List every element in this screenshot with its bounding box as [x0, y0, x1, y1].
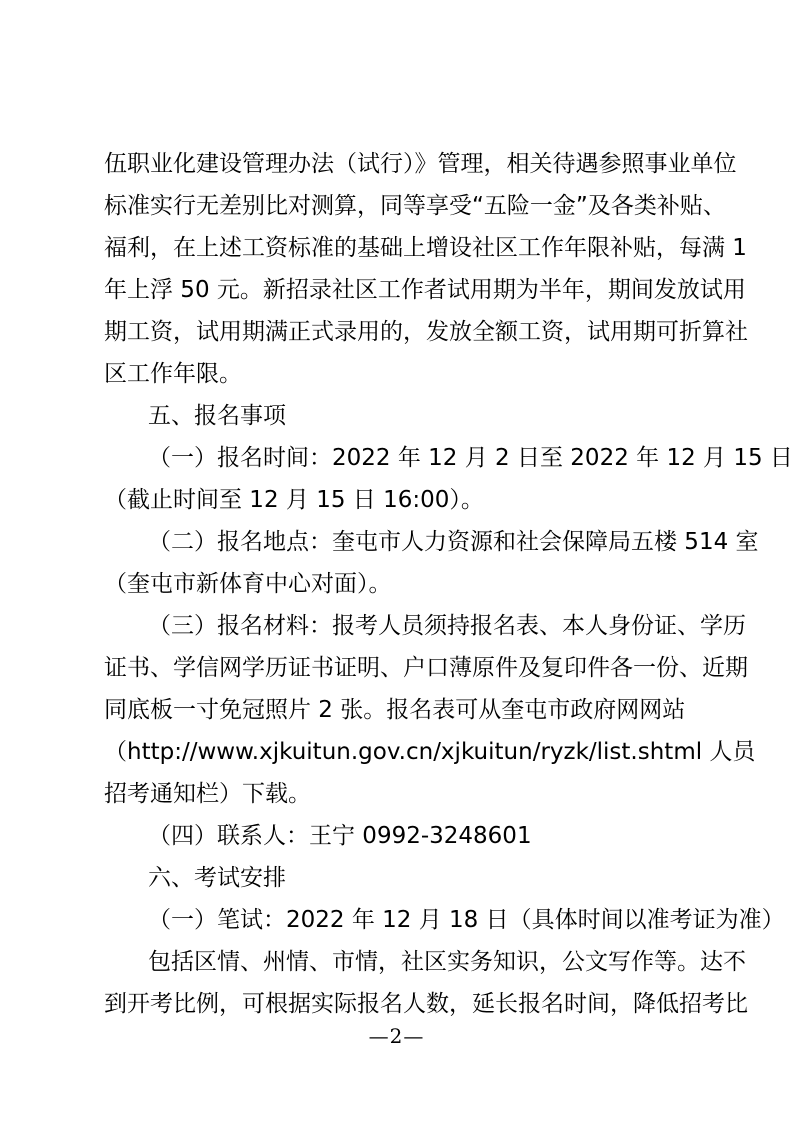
paragraph-line: （一）笔试：2022 年 12 月 18 日（具体时间以准考证为准） — [148, 907, 785, 933]
page-number: —2— — [368, 1024, 425, 1048]
paragraph-line: 招考通知栏）下载。 — [104, 781, 311, 807]
paragraph-line: 年上浮 50 元。新招录社区工作者试用期为半年，期间发放试用 — [104, 277, 746, 303]
paragraph-line: 伍职业化建设管理办法（试行）》管理，相关待遇参照事业单位 — [104, 151, 737, 177]
paragraph-line: （三）报名材料：报考人员须持报名表、本人身份证、学历 — [148, 613, 746, 639]
paragraph-line: 期工资，试用期满正式录用的，发放全额工资，试用期可折算社 — [104, 319, 748, 345]
paragraph-line: （一）报名时间：2022 年 12 月 2 日至 2022 年 12 月 15 日 — [148, 445, 793, 471]
paragraph-line: 区工作年限。 — [104, 361, 242, 387]
paragraph-line: 到开考比例，可根据实际报名人数，延长报名时间，降低招考比 — [104, 991, 748, 1017]
paragraph-line: 标准实行无差别比对测算，同等享受“五险一金”及各类补贴、 — [104, 193, 726, 219]
section-heading: 五、报名事项 — [148, 403, 286, 429]
paragraph-line: （http://www.xjkuitun.gov.cn/xjkuitun/ryzk/list.shtml 人员 — [104, 739, 756, 765]
paragraph-line: （奎屯市新体育中心对面）。 — [104, 571, 392, 597]
contact-line: （四）联系人：王宁 0992-3248601 — [148, 823, 532, 849]
paragraph-line: 同底板一寸免冠照片 2 张。报名表可从奎屯市政府网网站 — [104, 697, 686, 723]
section-heading: 六、考试安排 — [148, 865, 286, 891]
paragraph-line: （二）报名地点：奎屯市人力资源和社会保障局五楼 514 室 — [148, 529, 759, 555]
paragraph-line: 证书、学信网学历证书证明、户口薄原件及复印件各一份、近期 — [104, 655, 748, 681]
paragraph-line: 包括区情、州情、市情，社区实务知识，公文写作等。达不 — [148, 949, 746, 975]
paragraph-line: 福利，在上述工资标准的基础上增设社区工作年限补贴，每满 1 — [104, 235, 747, 261]
paragraph-line: （截止时间至 12 月 15 日 16:00）。 — [104, 487, 484, 513]
